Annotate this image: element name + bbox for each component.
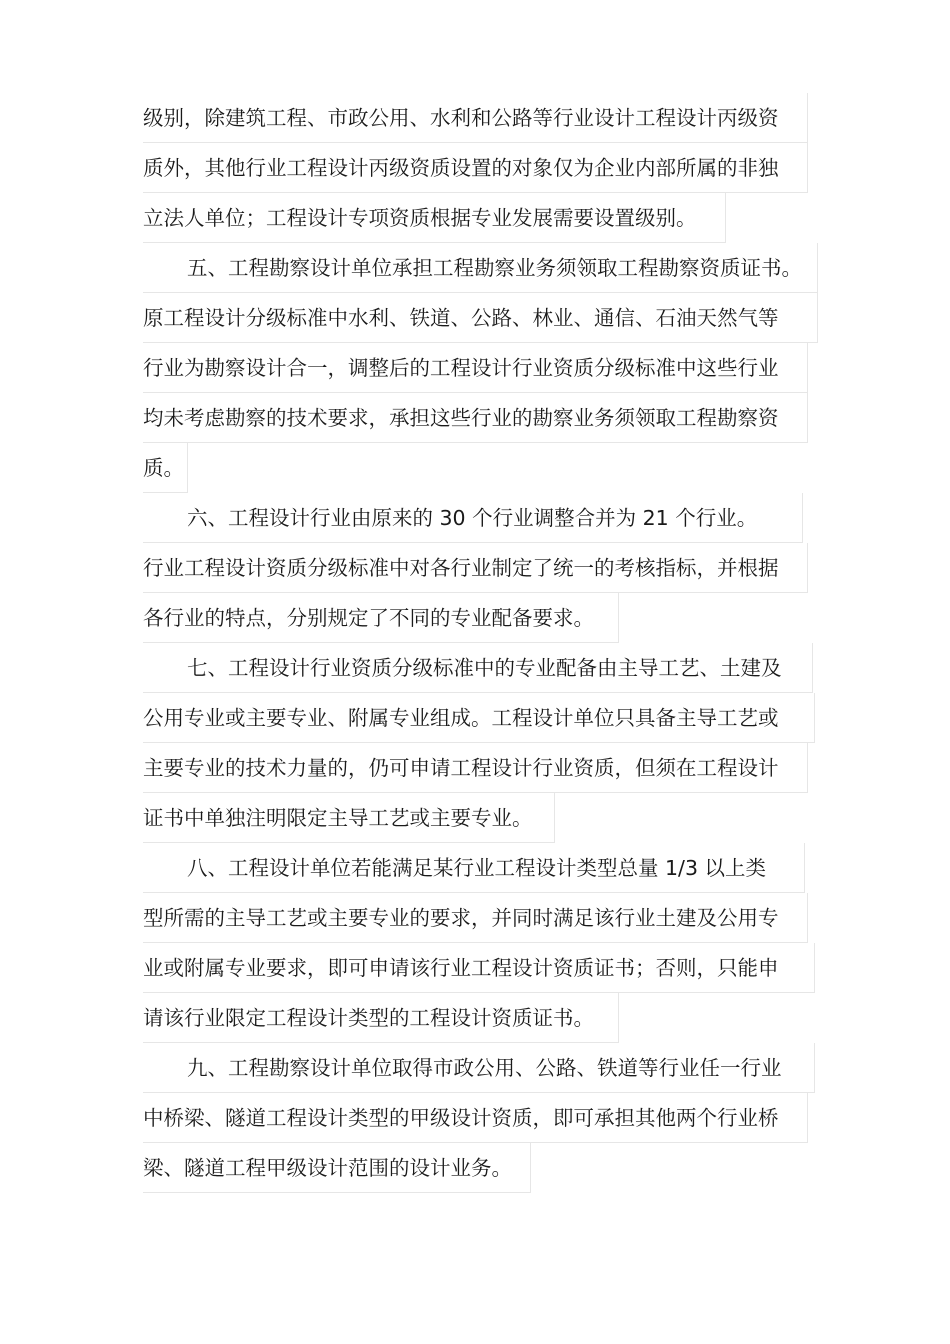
paragraph-start-line: 七、工程设计行业资质分级标准中的专业配备由主导工艺、土建及 bbox=[143, 643, 813, 693]
text-line: 型所需的主导工艺或主要专业的要求，并同时满足该行业土建及公用专 bbox=[143, 893, 808, 943]
text-line: 主要专业的技术力量的，仍可申请工程设计行业资质，但须在工程设计 bbox=[143, 743, 808, 793]
text-line: 行业为勘察设计合一，调整后的工程设计行业资质分级标准中这些行业 bbox=[143, 343, 808, 393]
text-line: 业或附属专业要求，即可申请该行业工程设计资质证书；否则，只能申 bbox=[143, 943, 815, 993]
text-line: 证书中单独注明限定主导工艺或主要专业。 bbox=[143, 793, 555, 843]
text-line: 级别，除建筑工程、市政公用、水利和公路等行业设计工程设计丙级资 bbox=[143, 93, 808, 143]
text-line: 梁、隧道工程甲级设计范围的设计业务。 bbox=[143, 1143, 531, 1193]
paragraph-start-line: 六、工程设计行业由原来的 30 个行业调整合并为 21 个行业。 bbox=[143, 493, 803, 543]
text-line: 各行业的特点，分别规定了不同的专业配备要求。 bbox=[143, 593, 619, 643]
text-line: 中桥梁、隧道工程设计类型的甲级设计资质，即可承担其他两个行业桥 bbox=[143, 1093, 808, 1143]
text-line: 均未考虑勘察的技术要求，承担这些行业的勘察业务须领取工程勘察资 bbox=[143, 393, 808, 443]
text-line: 行业工程设计资质分级标准中对各行业制定了统一的考核指标，并根据 bbox=[143, 543, 808, 593]
text-line: 请该行业限定工程设计类型的工程设计资质证书。 bbox=[143, 993, 619, 1043]
paragraph-start-line: 八、工程设计单位若能满足某行业工程设计类型总量 1/3 以上类 bbox=[143, 843, 805, 893]
paragraph-start-line: 五、工程勘察设计单位承担工程勘察业务须领取工程勘察资质证书。 bbox=[143, 243, 818, 293]
text-line: 原工程设计分级标准中水利、铁道、公路、林业、通信、石油天然气等 bbox=[143, 293, 818, 343]
text-line: 公用专业或主要专业、附属专业组成。工程设计单位只具备主导工艺或 bbox=[143, 693, 815, 743]
paragraph-start-line: 九、工程勘察设计单位取得市政公用、公路、铁道等行业任一行业 bbox=[143, 1043, 815, 1093]
text-line: 立法人单位；工程设计专项资质根据专业发展需要设置级别。 bbox=[143, 193, 726, 243]
text-line: 质外，其他行业工程设计丙级资质设置的对象仅为企业内部所属的非独 bbox=[143, 143, 808, 193]
text-line: 质。 bbox=[143, 443, 188, 493]
